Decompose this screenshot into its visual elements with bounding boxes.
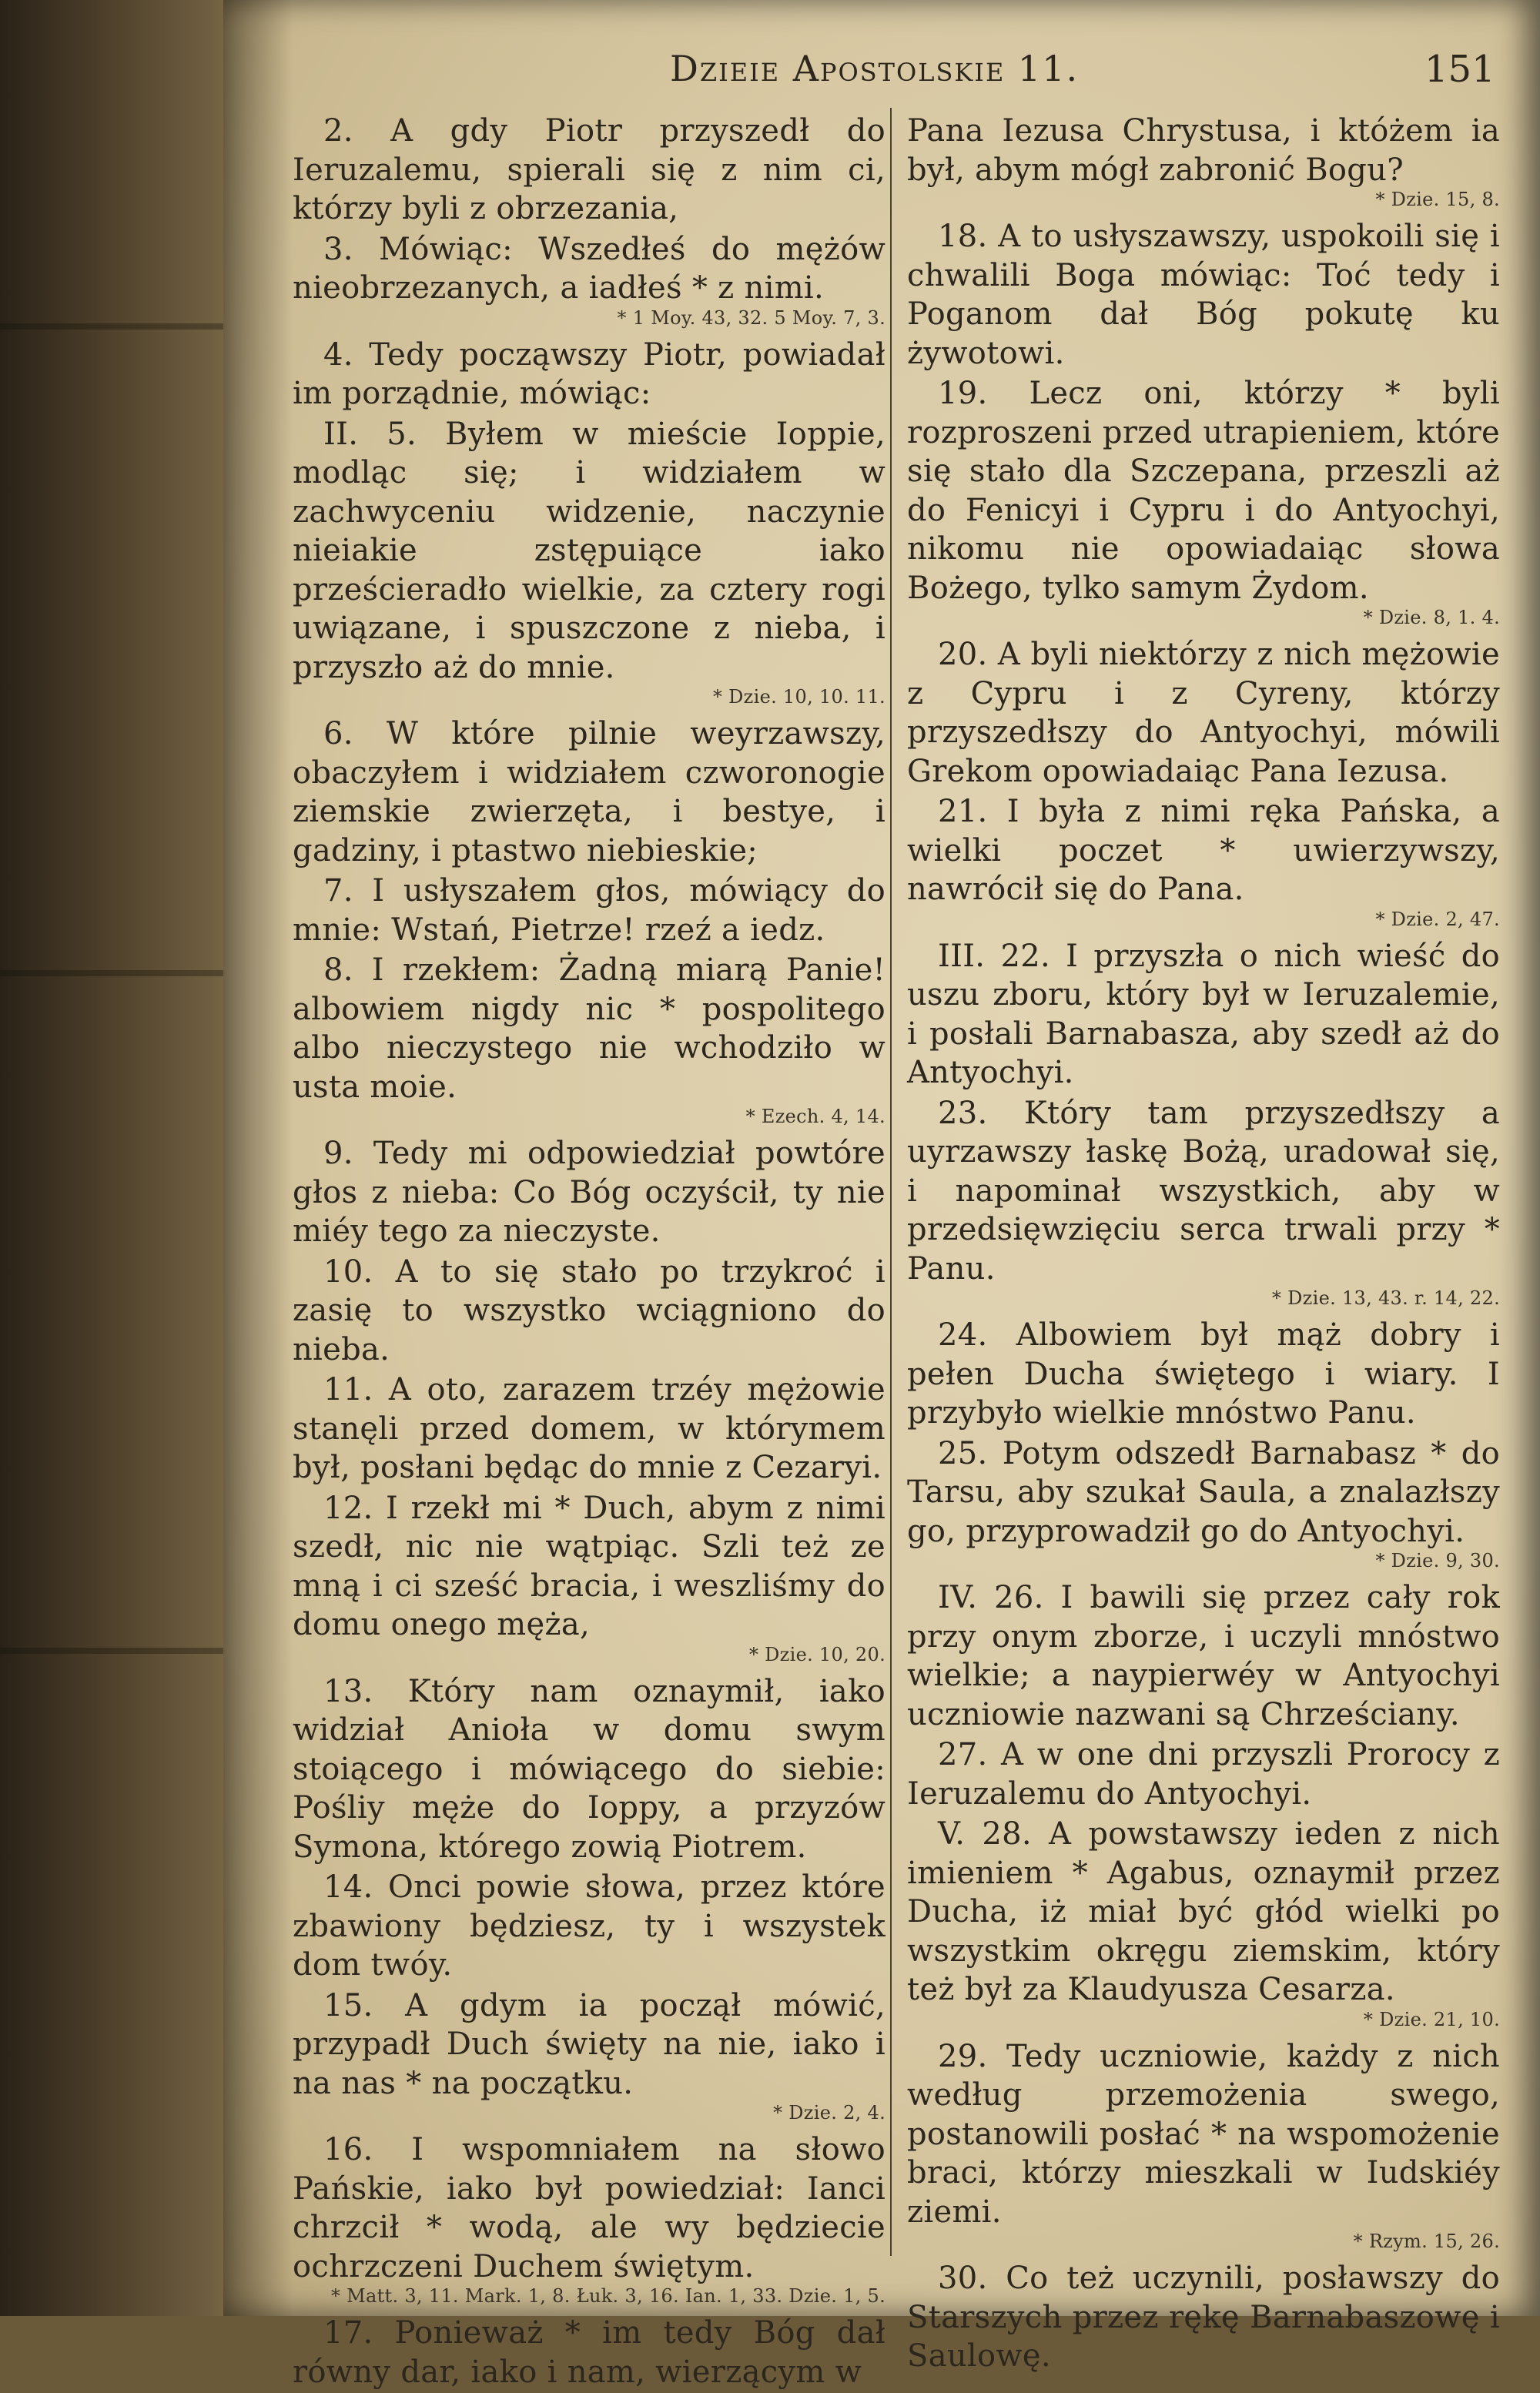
verse: 30. Co też uczynili, posławszy do Starszych przez rękę Barnabaszowę i Saulowę. (907, 2261, 1500, 2374)
verse: 6. W które pilnie weyrzawszy, obaczyłem i widziałem czworonogie ziemskie zwierzęta, i bestye, i gadziny, i ptastwo niebieskie; (293, 716, 886, 869)
binding-shadow-line (0, 1648, 246, 1654)
running-head: Dzieie Apostolskie 11. (670, 48, 1080, 89)
verse: Pana Iezusa Chrystusa, i któżem ia był, abym mógł zabronić Bogu? (907, 113, 1500, 188)
verse: 7. I usłyszałem głos, mówiący do mnie: Wstań, Pietrze! rzeź a iedz. (293, 873, 886, 948)
verse: 27. A w one dni przyszli Prorocy z Ieruzalemu do Antyochyi. (907, 1737, 1500, 1812)
verse: 4. Tedy począwszy Piotr, powiadał im porządnie, mówiąc: (293, 336, 886, 411)
verse: 9. Tedy mi odpowiedział powtóre głos z nieba: Co Bóg oczyścił, ty nie miéy tego za nieczyste. (293, 1136, 886, 1249)
verse: 2. A gdy Piotr przyszedł do Ieruzalemu, spierali się z nim ci, którzy byli z obrzezania, (293, 113, 886, 226)
cross-reference: * Ezech. 4, 14. (745, 1106, 886, 1127)
verse: 8. I rzekłem: Żadną miarą Panie! albowiem nigdy nic * pospolitego albo nieczystego nie wchodziło w usta moie. (293, 952, 886, 1105)
right-column (907, 112, 1500, 2378)
verse: 13. Który nam oznaymił, iako widział Anioła w domu swym stoiącego i mówiącego do siebie: Pośliy męże do Ioppy, a przyzów Symona, którego zowią Piotrem. (293, 1673, 886, 1865)
book-page (223, 0, 1540, 2390)
cross-reference: * Matt. 3, 11. Mark. 1, 8. Łuk. 3, 16. Ian. 1, 33. Dzie. 1, 5. (330, 2285, 886, 2307)
cross-reference: * Dzie. 10, 20. (748, 1643, 886, 1665)
verse: 25. Potym odszedł Barnabasz * do Tarsu, aby szukał Saula, a znalazłszy go, przyprowadził go do Antyochyi. (907, 1435, 1500, 1549)
verse: II. 5. Byłem w mieście Ioppie, modląc się; i widziałem w zachwyceniu widzenie, naczynie nieiakie zstępuiące iako prześcieradło wielkie, za cztery rogi uwiązane, i spuszczone z nieba, i przyszło aż do mnie. (293, 416, 886, 685)
verse: 19. Lecz oni, którzy * byli rozproszeni przed utrapieniem, które się stało dla Szczepana, przeszli aż do Fenicyi i Cypru i do Antyochyi, nikomu nie opowiadaiąc słowa Bożego, tylko samym Żydom. (907, 376, 1500, 606)
verse: 24. Albowiem był mąż dobry i pełen Ducha świętego i wiary. I przybyło wielkie mnóstwo Panu. (907, 1317, 1500, 1431)
verse: 18. A to usłyszawszy, uspokoili się i chwalili Boga mówiąc: Toć tedy i Poganom dał Bóg pokutę ku żywotowi. (907, 219, 1500, 371)
cross-reference: * 1 Moy. 43, 32. 5 Moy. 7, 3. (617, 306, 886, 329)
verse: 12. I rzekł mi * Duch, abym z nimi szedł, nic nie wątpiąc. Szli też ze mną i ci sześć bracia, i weszliśmy do domu onego męża, (293, 1490, 886, 1642)
column-rule (890, 108, 892, 2256)
verse: 20. A byli niektórzy z nich mężowie z Cypru i z Cyreny, którzy przyszedłszy do Antyochyi, mówili Grekom opowiadaiąc Pana Iezusa. (907, 637, 1500, 789)
cross-reference: * Rzym. 15, 26. (1353, 2231, 1500, 2252)
cross-reference: * Dzie. 15, 8. (1375, 189, 1500, 210)
verse: IV. 26. I bawili się przez cały rok przy onym zborze, i uczyli mnóstwo wielkie; a naypierwéy w Antyochyi uczniowie nazwani są Chrześciany. (907, 1580, 1500, 1732)
verse: 3. Mówiąc: Wszedłeś do mężów nieobrzezanych, a iadłeś * z nimi. (293, 231, 886, 306)
book-binding (0, 0, 262, 2316)
gutter-shadow (223, 0, 293, 2316)
page-number: 151 (1424, 48, 1495, 91)
verse: 15. A gdym ia począł mówić, przypadł Duch święty na nie, iako i na nas * na początku. (293, 1987, 886, 2101)
verse: 29. Tedy uczniowie, każdy z nich według przemożenia swego, postanowili posłać * na wspomożenie braci, którzy mieszkali w Iudskiéy ziemi. (907, 2038, 1500, 2230)
cross-reference: * Dzie. 21, 10. (1363, 2008, 1500, 2030)
left-column (293, 112, 886, 2393)
verse: V. 28. A powstawszy ieden z nich imieniem * Agabus, oznaymił przez Ducha, iż miał być głód wielki po wszystkim okręgu ziemskim, który też był za Klaudyusza Cesarza. (907, 1816, 1500, 2007)
verse: 10. A to się stało po trzykroć i zasię to wszystko wciągniono do nieba. (293, 1253, 886, 1367)
verse: 14. Onci powie słowa, przez które zbawiony będziesz, ty i wszystek dom twóy. (293, 1869, 886, 1983)
verse: 16. I wspomniałem na słowo Pańskie, iako był powiedział: Ianci chrzcił * wodą, ale wy będziecie ochrzczeni Duchem świętym. (293, 2132, 886, 2284)
cross-reference: * Dzie. 13, 43. r. 14, 22. (1271, 1287, 1500, 1309)
cross-reference: * Dzie. 8, 1. 4. (1363, 607, 1500, 628)
cross-reference: * Dzie. 2, 47. (1375, 908, 1500, 930)
verse: 11. A oto, zarazem trzéy mężowie stanęli przed domem, w którymem był, posłani będąc do mnie z Cezaryi. (293, 1372, 886, 1485)
cross-reference: * Dzie. 2, 4. (773, 2102, 886, 2124)
binding-shadow-line (0, 970, 246, 976)
verse: 23. Który tam przyszedłszy a uyrzawszy łaskę Bożą, uradował się, i napominał wszystkich, aby w przedsięwzięciu serca trwali przy * Panu. (907, 1095, 1500, 1287)
cross-reference: * Dzie. 9, 30. (1375, 1550, 1500, 1571)
binding-shadow-line (0, 323, 246, 330)
verse: 21. I była z nimi ręka Pańska, a wielki poczet * uwierzywszy, nawrócił się do Pana. (907, 794, 1500, 907)
cross-reference: * Dzie. 10, 10. 11. (712, 686, 886, 708)
verse: 17. Ponieważ * im tedy Bóg dał równy dar, iako i nam, wierzącym w (293, 2315, 886, 2390)
verse: III. 22. I przyszła o nich wieść do uszu zboru, który był w Ieruzalemie, i posłali Barnabasza, aby szedł aż do Antyochyi. (907, 938, 1500, 1090)
